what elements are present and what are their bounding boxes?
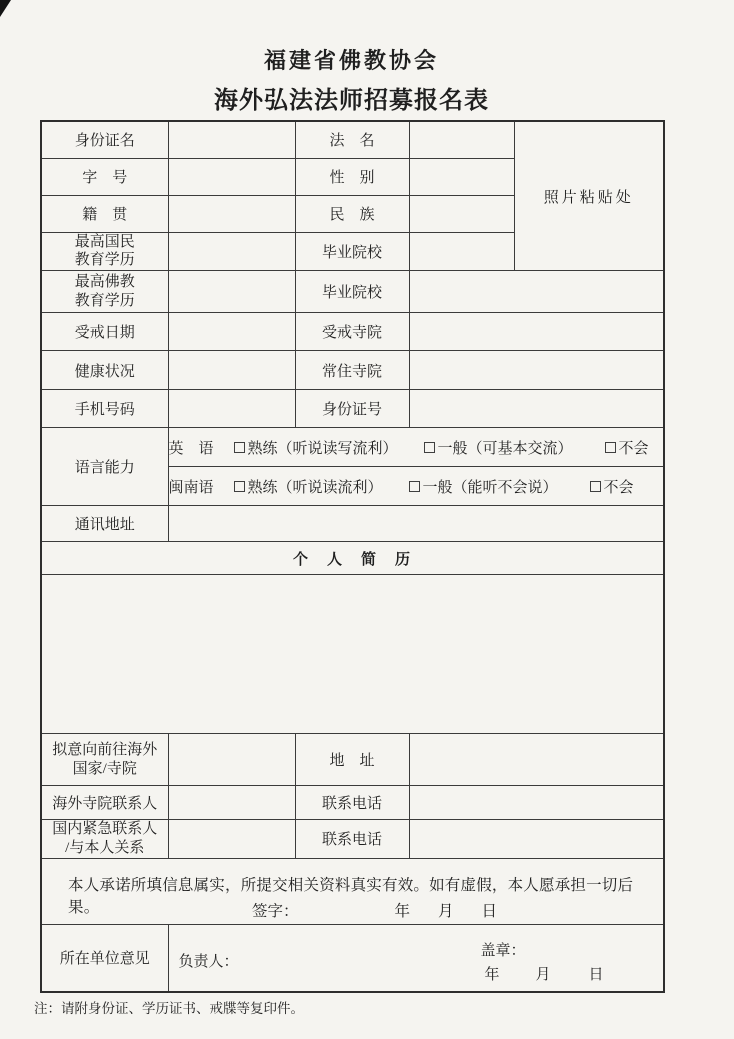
signature-label: 签字： [252, 902, 299, 920]
value-gender [409, 158, 514, 195]
row-id-card-name [41, 121, 664, 158]
resume-section-title: 个 人 简 历 [41, 542, 664, 575]
label-language-ability: 语言能力 [41, 428, 168, 506]
value-overseas-temple-contact [168, 786, 295, 820]
value-dharma-name [409, 121, 514, 158]
language-row-minnan [168, 467, 664, 506]
label-native-place: 籍 贯 [41, 195, 168, 232]
pledge-cell [41, 858, 664, 924]
label-destination-address: 地 址 [295, 734, 409, 786]
row-language-english [41, 428, 664, 467]
label-contact-phone-domestic: 联系电话 [295, 820, 409, 859]
value-ordination-date [168, 313, 295, 351]
label-id-card-name: 身份证名 [41, 121, 168, 158]
row-mobile-number [41, 390, 664, 428]
form-title: 海外弘法法师招募报名表 [214, 88, 489, 114]
application-form-table [40, 120, 665, 993]
footnote: 注：请附身份证、学历证书、戒牒等复印件。 [34, 1001, 304, 1016]
value-id-number [409, 390, 664, 428]
row-resume-body [41, 575, 664, 734]
label-gender: 性 别 [295, 158, 409, 195]
value-contact-phone-overseas [409, 786, 664, 820]
label-id-number: 身份证号 [295, 390, 409, 428]
label-mailing-address: 通讯地址 [41, 506, 168, 542]
label-unit-opinion: 所在单位意见 [41, 924, 168, 992]
label-ethnicity: 民 族 [295, 195, 409, 232]
row-overseas-destination [41, 734, 664, 786]
value-ethnicity [409, 195, 514, 232]
row-resume-header [41, 542, 664, 575]
date-year-label: 年 [394, 902, 411, 920]
value-mobile-number [168, 390, 295, 428]
unit-opinion-cell [168, 924, 664, 992]
checkbox-icon [605, 442, 616, 453]
minnan-option-none: 不会 [590, 476, 634, 497]
english-option-fluent: 熟练（听说读写流利） [234, 437, 398, 458]
date-day-label: 日 [481, 902, 498, 920]
date-month-label: 月 [438, 902, 454, 920]
scan-corner-artifact [0, 0, 11, 17]
checkbox-icon [234, 442, 245, 453]
row-health-status [41, 351, 664, 390]
date-day-label: 日 [588, 966, 604, 983]
checkbox-icon [409, 481, 420, 492]
unit-date-line [485, 963, 604, 984]
value-graduation-school-buddhist [409, 271, 664, 313]
checkbox-icon [234, 481, 245, 492]
organization-title: 福建省佛教协会 [263, 48, 439, 73]
label-ordination-temple: 受戒寺院 [295, 313, 409, 351]
row-ordination-date [41, 313, 664, 351]
value-domestic-emergency-contact [168, 820, 295, 859]
value-id-card-name [168, 121, 295, 158]
label-dharma-name: 法 名 [295, 121, 409, 158]
row-mailing-address [41, 506, 664, 542]
value-resident-temple [409, 351, 664, 390]
date-year-label: 年 [484, 966, 500, 983]
english-option-none: 不会 [605, 437, 649, 458]
value-destination-address [409, 734, 664, 786]
value-intended-overseas-destination [168, 734, 295, 786]
minnan-option-basic: 一般（能听不会说） [409, 476, 558, 497]
minnan-option-fluent: 熟练（听说读流利） [234, 476, 383, 497]
label-highest-buddhist-education: 最高佛教 教育学历 [41, 271, 168, 313]
value-graduation-school-secular [409, 232, 514, 271]
value-contact-phone-domestic [409, 820, 664, 859]
row-domestic-emergency-contact [41, 820, 664, 859]
label-graduation-school-buddhist: 毕业院校 [295, 271, 409, 313]
manager-label: 负责人： [178, 953, 239, 970]
resume-blank-area [41, 575, 664, 734]
label-intended-overseas-destination: 拟意向前往海外 国家/寺院 [41, 734, 168, 786]
value-highest-secular-education [168, 232, 295, 271]
language-name-minnan: 闽南语 [168, 479, 214, 496]
photo-paste-area: 照片粘贴处 [514, 121, 664, 271]
label-contact-phone-overseas: 联系电话 [295, 786, 409, 820]
value-mailing-address [168, 506, 664, 542]
label-courtesy-name: 字 号 [41, 158, 168, 195]
english-option-basic: 一般（可基本交流） [424, 437, 573, 458]
label-graduation-school-secular: 毕业院校 [295, 232, 409, 271]
checkbox-icon [590, 481, 601, 492]
value-ordination-temple [409, 313, 664, 351]
label-overseas-temple-contact: 海外寺院联系人 [41, 786, 168, 820]
label-mobile-number: 手机号码 [41, 390, 168, 428]
row-buddhist-education [41, 271, 664, 313]
row-overseas-contact [41, 786, 664, 820]
label-health-status: 健康状况 [41, 351, 168, 390]
seal-label: 盖章： [480, 942, 526, 959]
label-ordination-date: 受戒日期 [41, 313, 168, 351]
language-name-english: 英 语 [168, 440, 214, 457]
value-native-place [168, 195, 295, 232]
label-domestic-emergency-contact: 国内紧急联系人 /与本人关系 [41, 820, 168, 859]
label-resident-temple: 常住寺院 [295, 351, 409, 390]
value-courtesy-name [168, 158, 295, 195]
pledge-statement: 本人承诺所填信息属实，所提交相关资料真实有效。如有虚假，本人愿承担一切后果。 [68, 877, 634, 916]
value-highest-buddhist-education [168, 271, 295, 313]
row-pledge [41, 858, 664, 924]
row-unit-opinion [41, 924, 664, 992]
value-health-status [168, 351, 295, 390]
date-month-label: 月 [535, 966, 551, 983]
checkbox-icon [424, 442, 435, 453]
language-row-english [168, 428, 664, 467]
form-header [40, 44, 663, 115]
label-highest-secular-education: 最高国民 教育学历 [41, 232, 168, 271]
signature-line [252, 899, 497, 921]
